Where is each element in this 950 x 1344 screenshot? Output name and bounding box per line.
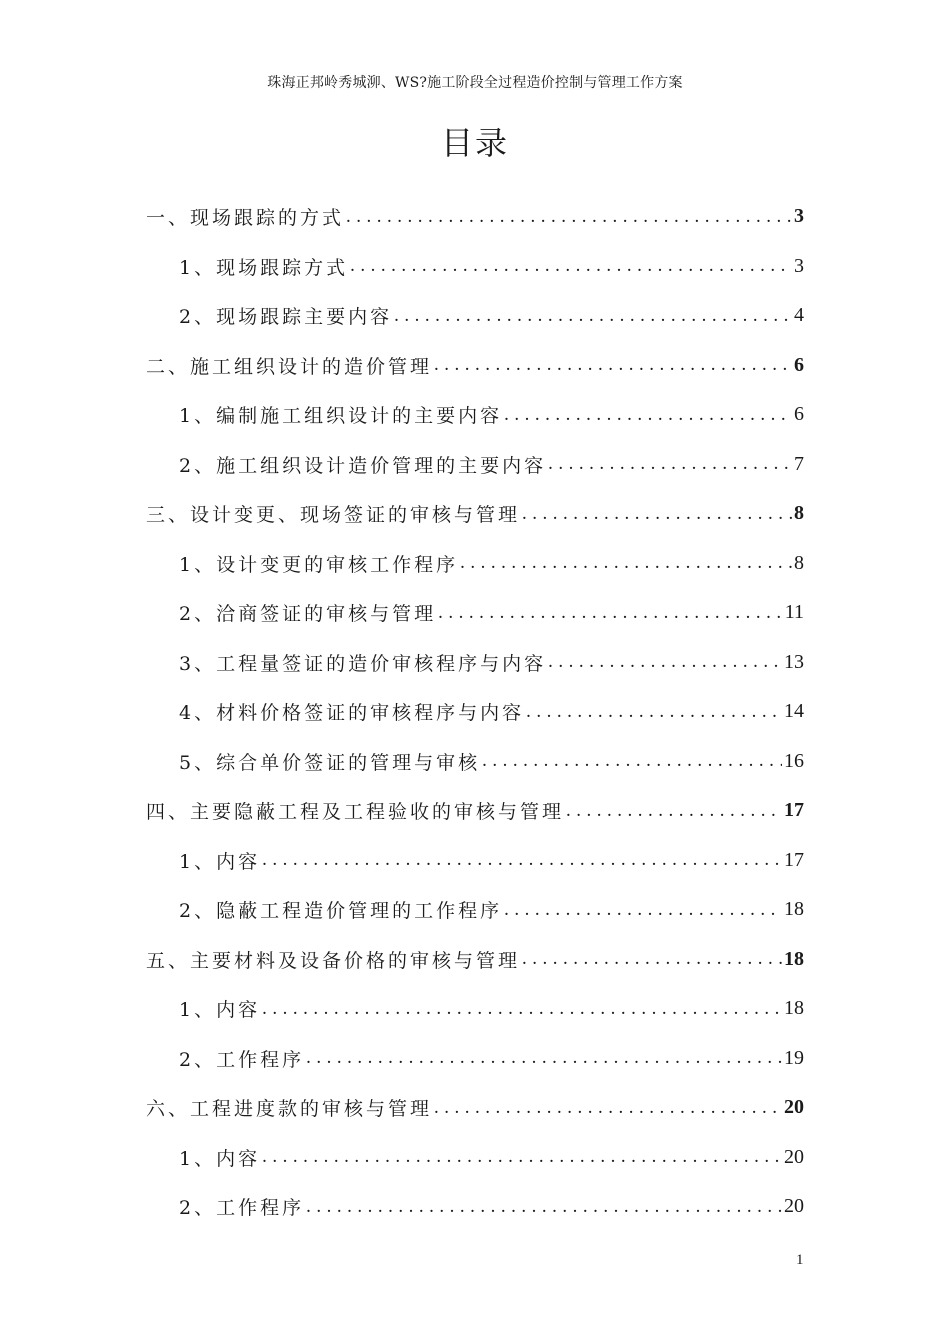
toc-dot-leader bbox=[502, 404, 792, 426]
toc-entry-label: 4、材料价格签证的审核程序与内容 bbox=[179, 702, 525, 725]
toc-dot-leader bbox=[520, 503, 792, 525]
page-number: 1 bbox=[796, 1252, 804, 1268]
toc-dot-leader bbox=[344, 206, 792, 228]
toc-entry-label: 2、隐蔽工程造价管理的工作程序 bbox=[179, 900, 503, 923]
toc-title: 目录 bbox=[440, 124, 509, 162]
toc-entry-label: 五、主要材料及设备价格的审核与管理 bbox=[146, 949, 521, 972]
toc-dot-leader bbox=[564, 800, 782, 822]
toc-entry-page: 19 bbox=[784, 1046, 804, 1069]
toc-entry-page: 18 bbox=[784, 997, 804, 1020]
toc-subsection-entry[interactable] bbox=[146, 440, 804, 490]
toc-dot-leader bbox=[260, 849, 782, 871]
toc-entry-label: 二、施工组织设计的造价管理 bbox=[146, 355, 433, 378]
toc-entry-label: 1、内容 bbox=[179, 1147, 261, 1170]
toc-entry-page: 16 bbox=[784, 749, 804, 772]
toc-entry-label: 2、工作程序 bbox=[179, 1197, 305, 1220]
toc-section-entry[interactable] bbox=[146, 192, 804, 242]
toc-entry-label: 三、设计变更、现场签证的审核与管理 bbox=[146, 504, 521, 527]
toc-entry-page: 20 bbox=[784, 1145, 804, 1168]
toc-subsection-entry[interactable] bbox=[146, 242, 804, 292]
toc-dot-leader bbox=[502, 899, 782, 921]
toc-entry-label: 六、工程进度款的审核与管理 bbox=[146, 1098, 433, 1121]
toc-entry-label: 1、设计变更的审核工作程序 bbox=[179, 553, 459, 576]
toc-dot-leader bbox=[458, 552, 792, 574]
toc-section-entry[interactable] bbox=[146, 935, 804, 985]
toc-entry-page: 8 bbox=[794, 502, 804, 525]
toc-entry-page: 17 bbox=[784, 799, 804, 822]
toc-subsection-entry[interactable] bbox=[146, 588, 804, 638]
toc-entry-label: 四、主要隐蔽工程及工程验收的审核与管理 bbox=[146, 801, 565, 824]
table-of-contents bbox=[146, 192, 804, 1232]
toc-entry-page: 3 bbox=[794, 205, 804, 228]
toc-entry-label: 2、洽商签证的审核与管理 bbox=[179, 603, 437, 626]
toc-entry-page: 4 bbox=[794, 304, 804, 327]
toc-dot-leader bbox=[546, 651, 782, 673]
toc-entry-page: 6 bbox=[794, 403, 804, 426]
toc-subsection-entry[interactable] bbox=[146, 836, 804, 886]
toc-subsection-entry[interactable] bbox=[146, 1133, 804, 1183]
toc-dot-leader bbox=[432, 1097, 782, 1119]
toc-dot-leader bbox=[480, 750, 782, 772]
toc-entry-label: 1、内容 bbox=[179, 999, 261, 1022]
toc-dot-leader bbox=[304, 1047, 782, 1069]
toc-entry-label: 1、编制施工组织设计的主要内容 bbox=[179, 405, 503, 428]
toc-dot-leader bbox=[260, 998, 782, 1020]
toc-subsection-entry[interactable] bbox=[146, 737, 804, 787]
toc-entry-page: 8 bbox=[794, 551, 804, 574]
toc-entry-label: 2、施工组织设计造价管理的主要内容 bbox=[179, 454, 547, 477]
toc-subsection-entry[interactable] bbox=[146, 390, 804, 440]
toc-dot-leader bbox=[348, 255, 792, 277]
toc-entry-label: 2、工作程序 bbox=[179, 1048, 305, 1071]
toc-dot-leader bbox=[260, 1146, 782, 1168]
toc-entry-page: 7 bbox=[794, 452, 804, 475]
toc-entry-page: 18 bbox=[784, 898, 804, 921]
toc-subsection-entry[interactable] bbox=[146, 687, 804, 737]
toc-section-entry[interactable] bbox=[146, 1083, 804, 1133]
toc-entry-page: 11 bbox=[784, 601, 804, 624]
toc-entry-label: 一、现场跟踪的方式 bbox=[146, 207, 345, 230]
toc-entry-page: 6 bbox=[794, 353, 804, 376]
toc-entry-page: 3 bbox=[794, 254, 804, 277]
toc-entry-page: 18 bbox=[784, 947, 804, 970]
toc-dot-leader bbox=[546, 453, 792, 475]
toc-entry-label: 3、工程量签证的造价审核程序与内容 bbox=[179, 652, 547, 675]
toc-dot-leader bbox=[524, 701, 782, 723]
toc-dot-leader bbox=[432, 354, 792, 376]
toc-section-entry[interactable] bbox=[146, 489, 804, 539]
toc-subsection-entry[interactable] bbox=[146, 539, 804, 589]
toc-dot-leader bbox=[392, 305, 792, 327]
toc-subsection-entry[interactable] bbox=[146, 291, 804, 341]
toc-entry-page: 13 bbox=[784, 650, 804, 673]
toc-entry-page: 14 bbox=[784, 700, 804, 723]
toc-dot-leader bbox=[520, 948, 782, 970]
toc-subsection-entry[interactable] bbox=[146, 638, 804, 688]
toc-section-entry[interactable] bbox=[146, 786, 804, 836]
toc-subsection-entry[interactable] bbox=[146, 1034, 804, 1084]
toc-entry-page: 17 bbox=[784, 848, 804, 871]
running-header: 珠海正邦岭秀城泖、WS?施工阶段全过程造价控制与管理工作方案 bbox=[267, 75, 683, 91]
toc-dot-leader bbox=[436, 602, 783, 624]
toc-entry-page: 20 bbox=[784, 1195, 804, 1218]
toc-entry-label: 1、内容 bbox=[179, 850, 261, 873]
toc-dot-leader bbox=[304, 1196, 782, 1218]
toc-section-entry[interactable] bbox=[146, 341, 804, 391]
toc-subsection-entry[interactable] bbox=[146, 885, 804, 935]
toc-entry-label: 2、现场跟踪主要内容 bbox=[179, 306, 393, 329]
toc-subsection-entry[interactable] bbox=[146, 1182, 804, 1232]
toc-entry-page: 20 bbox=[784, 1096, 804, 1119]
toc-entry-label: 1、现场跟踪方式 bbox=[179, 256, 349, 279]
toc-entry-label: 5、综合单价签证的管理与审核 bbox=[179, 751, 481, 774]
toc-subsection-entry[interactable] bbox=[146, 984, 804, 1034]
